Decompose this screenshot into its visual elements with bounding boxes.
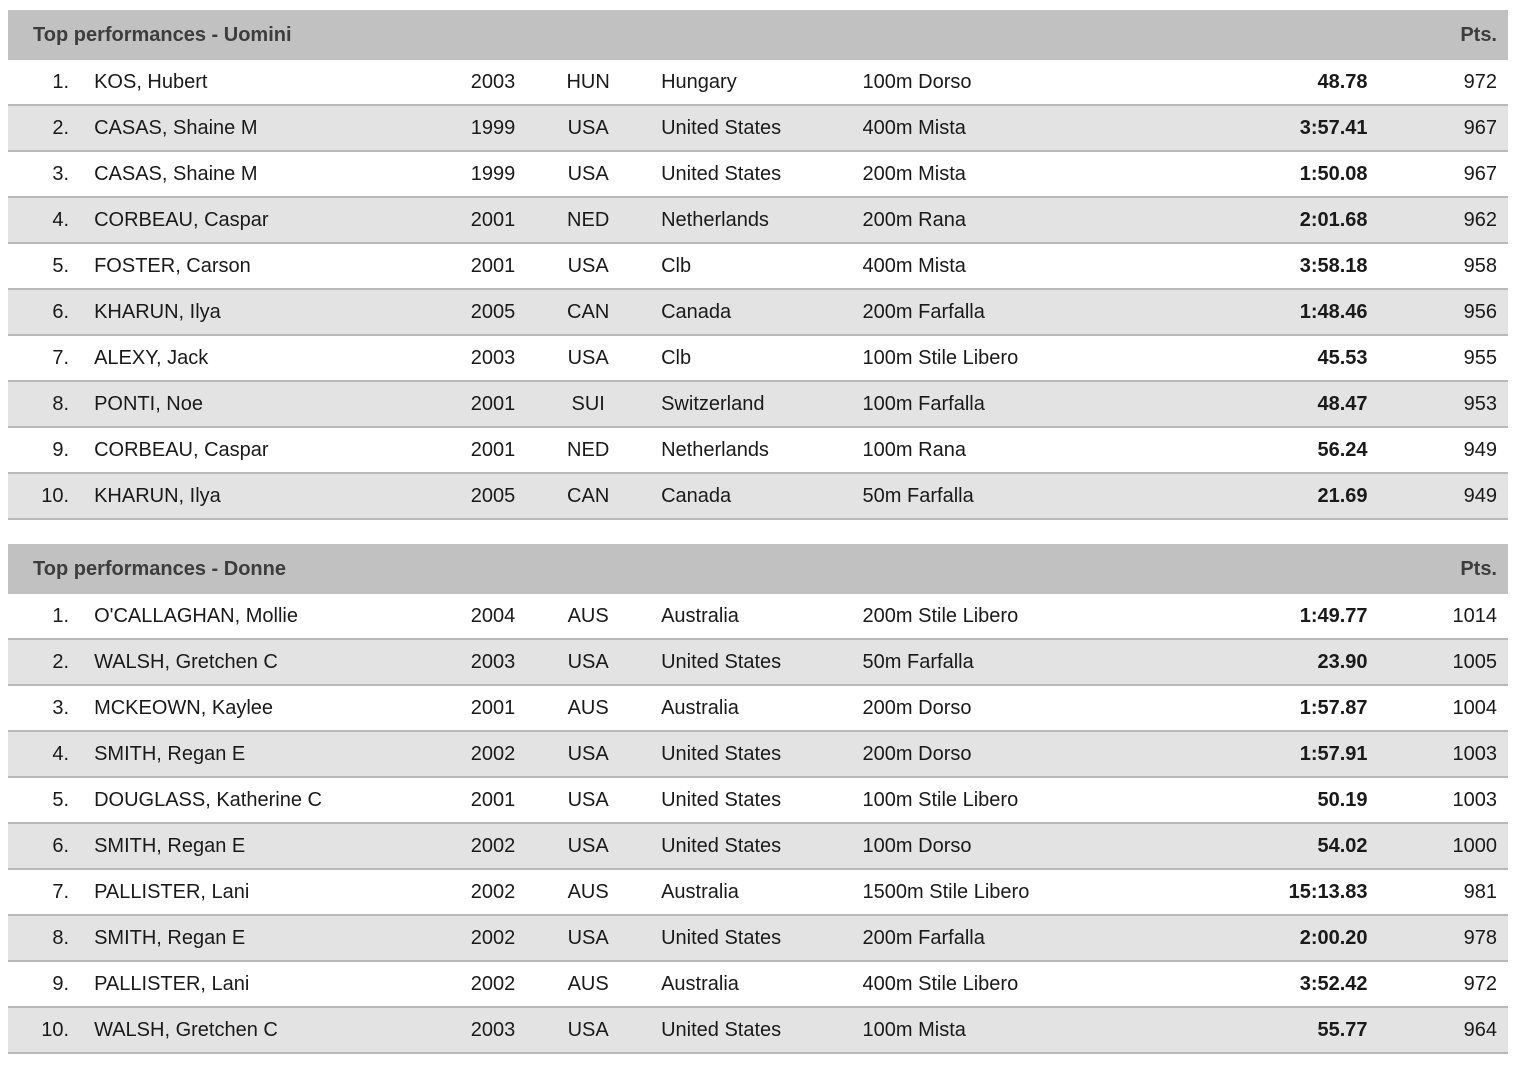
table-row[interactable] bbox=[8, 686, 1508, 732]
nation-code-cell: USA bbox=[567, 834, 609, 857]
event-cell: 400m Mista bbox=[862, 116, 966, 139]
nation-code-cell: USA bbox=[567, 650, 609, 673]
event-cell: 200m Mista bbox=[862, 162, 966, 185]
athlete-name-cell: SMITH, Regan E bbox=[94, 742, 246, 765]
country-cell: United States bbox=[661, 926, 782, 949]
athlete-name-cell: PALLISTER, Lani bbox=[94, 880, 250, 903]
birth-year-cell: 2002 bbox=[470, 742, 516, 765]
event-cell: 100m Stile Libero bbox=[862, 346, 1019, 369]
nation-code-cell: USA bbox=[567, 116, 609, 139]
athlete-name-cell: CORBEAU, Caspar bbox=[94, 438, 269, 461]
event-cell: 200m Stile Libero bbox=[862, 604, 1019, 627]
points-cell: 949 bbox=[1463, 484, 1497, 507]
time-cell: 2:00.20 bbox=[1299, 926, 1368, 949]
nation-code-cell: AUS bbox=[567, 880, 609, 903]
athlete-name-cell: CORBEAU, Caspar bbox=[94, 208, 269, 231]
points-cell: 1000 bbox=[1452, 834, 1497, 857]
athlete-name-cell: SMITH, Regan E bbox=[94, 926, 246, 949]
nation-code-cell: AUS bbox=[567, 604, 609, 627]
table-row[interactable] bbox=[8, 474, 1508, 520]
event-cell: 200m Farfalla bbox=[862, 926, 985, 949]
points-cell: 956 bbox=[1463, 300, 1497, 323]
country-cell: Australia bbox=[661, 972, 739, 995]
birth-year-cell: 2003 bbox=[470, 70, 516, 93]
birth-year-cell: 1999 bbox=[470, 162, 516, 185]
nation-code-cell: CAN bbox=[567, 484, 610, 507]
event-cell: 200m Farfalla bbox=[862, 300, 985, 323]
athlete-name-cell: KOS, Hubert bbox=[94, 70, 208, 93]
points-cell: 962 bbox=[1463, 208, 1497, 231]
event-cell: 200m Dorso bbox=[862, 696, 972, 719]
time-cell: 48.47 bbox=[1317, 392, 1368, 415]
birth-year-cell: 2001 bbox=[470, 696, 516, 719]
points-cell: 1003 bbox=[1452, 788, 1497, 811]
country-cell: Clb bbox=[661, 254, 692, 277]
athlete-name-cell: ALEXY, Jack bbox=[94, 346, 209, 369]
country-cell: Clb bbox=[661, 346, 692, 369]
athlete-name-cell: KHARUN, Ilya bbox=[94, 300, 221, 323]
event-cell: 200m Rana bbox=[862, 208, 966, 231]
points-cell: 967 bbox=[1463, 162, 1497, 185]
table-title-donne: Top performances - Donne bbox=[33, 557, 286, 580]
birth-year-cell: 2001 bbox=[470, 254, 516, 277]
country-cell: Australia bbox=[661, 696, 739, 719]
country-cell: Hungary bbox=[661, 70, 737, 93]
pts-column-header: Pts. bbox=[1460, 23, 1497, 46]
rank-cell: 1. bbox=[52, 70, 70, 93]
time-cell: 56.24 bbox=[1317, 438, 1368, 461]
birth-year-cell: 1999 bbox=[470, 116, 516, 139]
event-cell: 100m Rana bbox=[862, 438, 966, 461]
time-cell: 15:13.83 bbox=[1288, 880, 1368, 903]
table-row[interactable] bbox=[8, 1008, 1508, 1054]
birth-year-cell: 2001 bbox=[470, 392, 516, 415]
points-cell: 964 bbox=[1463, 1018, 1497, 1041]
table-row[interactable] bbox=[8, 824, 1508, 870]
time-cell: 3:58.18 bbox=[1299, 254, 1368, 277]
athlete-name-cell: PONTI, Noe bbox=[94, 392, 203, 415]
time-cell: 55.77 bbox=[1317, 1018, 1368, 1041]
event-cell: 400m Mista bbox=[862, 254, 966, 277]
time-cell: 21.69 bbox=[1317, 484, 1368, 507]
time-cell: 48.78 bbox=[1317, 70, 1368, 93]
country-cell: Canada bbox=[661, 300, 732, 323]
birth-year-cell: 2002 bbox=[470, 880, 516, 903]
nation-code-cell: AUS bbox=[567, 972, 609, 995]
table-row[interactable] bbox=[8, 870, 1508, 916]
nation-code-cell: USA bbox=[567, 742, 609, 765]
country-cell: Australia bbox=[661, 880, 739, 903]
table-row[interactable] bbox=[8, 244, 1508, 290]
athlete-name-cell: MCKEOWN, Kaylee bbox=[94, 696, 274, 719]
country-cell: United States bbox=[661, 788, 782, 811]
birth-year-cell: 2001 bbox=[470, 208, 516, 231]
table-rows-donne bbox=[8, 594, 1508, 1054]
rank-cell: 4. bbox=[52, 208, 70, 231]
time-cell: 50.19 bbox=[1317, 788, 1368, 811]
birth-year-cell: 2004 bbox=[470, 604, 516, 627]
points-cell: 955 bbox=[1463, 346, 1497, 369]
table-row[interactable] bbox=[8, 198, 1508, 244]
country-cell: Netherlands bbox=[661, 208, 769, 231]
nation-code-cell: NED bbox=[567, 438, 610, 461]
time-cell: 3:57.41 bbox=[1299, 116, 1368, 139]
rank-cell: 5. bbox=[52, 254, 70, 277]
time-cell: 54.02 bbox=[1317, 834, 1368, 857]
athlete-name-cell: WALSH, Gretchen C bbox=[94, 650, 278, 673]
birth-year-cell: 2005 bbox=[470, 300, 516, 323]
points-cell: 972 bbox=[1463, 70, 1497, 93]
country-cell: United States bbox=[661, 834, 782, 857]
time-cell: 1:49.77 bbox=[1299, 604, 1368, 627]
birth-year-cell: 2003 bbox=[470, 346, 516, 369]
table-title-uomini: Top performances - Uomini bbox=[33, 23, 292, 46]
rank-cell: 7. bbox=[52, 346, 70, 369]
athlete-name-cell: FOSTER, Carson bbox=[94, 254, 251, 277]
event-cell: 100m Stile Libero bbox=[862, 788, 1019, 811]
rank-cell: 2. bbox=[52, 116, 70, 139]
rank-cell: 7. bbox=[52, 880, 70, 903]
rank-cell: 10. bbox=[41, 484, 70, 507]
rank-cell: 8. bbox=[52, 392, 70, 415]
nation-code-cell: USA bbox=[567, 788, 609, 811]
athlete-name-cell: WALSH, Gretchen C bbox=[94, 1018, 278, 1041]
athlete-name-cell: O'CALLAGHAN, Mollie bbox=[94, 604, 298, 627]
event-cell: 1500m Stile Libero bbox=[862, 880, 1030, 903]
pts-column-header: Pts. bbox=[1460, 557, 1497, 580]
country-cell: United States bbox=[661, 1018, 782, 1041]
table-row[interactable] bbox=[8, 594, 1508, 640]
points-cell: 981 bbox=[1463, 880, 1497, 903]
table-header-donne bbox=[8, 544, 1508, 594]
time-cell: 1:50.08 bbox=[1299, 162, 1368, 185]
points-cell: 1003 bbox=[1452, 742, 1497, 765]
table-row[interactable] bbox=[8, 60, 1508, 106]
country-cell: United States bbox=[661, 162, 782, 185]
points-cell: 967 bbox=[1463, 116, 1497, 139]
time-cell: 3:52.42 bbox=[1299, 972, 1368, 995]
country-cell: Netherlands bbox=[661, 438, 769, 461]
country-cell: United States bbox=[661, 742, 782, 765]
event-cell: 100m Farfalla bbox=[862, 392, 985, 415]
nation-code-cell: USA bbox=[567, 1018, 609, 1041]
points-cell: 1004 bbox=[1452, 696, 1497, 719]
time-cell: 1:48.46 bbox=[1299, 300, 1368, 323]
event-cell: 200m Dorso bbox=[862, 742, 972, 765]
rank-cell: 9. bbox=[52, 972, 70, 995]
nation-code-cell: USA bbox=[567, 162, 609, 185]
table-row[interactable] bbox=[8, 290, 1508, 336]
points-cell: 949 bbox=[1463, 438, 1497, 461]
table-rows-uomini bbox=[8, 60, 1508, 520]
table-row[interactable] bbox=[8, 962, 1508, 1008]
table-row[interactable] bbox=[8, 336, 1508, 382]
event-cell: 400m Stile Libero bbox=[862, 972, 1019, 995]
event-cell: 100m Dorso bbox=[862, 834, 972, 857]
table-row[interactable] bbox=[8, 106, 1508, 152]
nation-code-cell: SUI bbox=[571, 392, 605, 415]
birth-year-cell: 2001 bbox=[470, 788, 516, 811]
birth-year-cell: 2003 bbox=[470, 650, 516, 673]
points-cell: 978 bbox=[1463, 926, 1497, 949]
rank-cell: 3. bbox=[52, 696, 70, 719]
time-cell: 1:57.91 bbox=[1299, 742, 1368, 765]
athlete-name-cell: SMITH, Regan E bbox=[94, 834, 246, 857]
birth-year-cell: 2005 bbox=[470, 484, 516, 507]
nation-code-cell: USA bbox=[567, 346, 609, 369]
table-row[interactable] bbox=[8, 382, 1508, 428]
rank-cell: 6. bbox=[52, 300, 70, 323]
athlete-name-cell: KHARUN, Ilya bbox=[94, 484, 221, 507]
time-cell: 2:01.68 bbox=[1299, 208, 1368, 231]
points-cell: 1014 bbox=[1452, 604, 1497, 627]
table-row[interactable] bbox=[8, 428, 1508, 474]
birth-year-cell: 2003 bbox=[470, 1018, 516, 1041]
nation-code-cell: NED bbox=[567, 208, 610, 231]
birth-year-cell: 2002 bbox=[470, 834, 516, 857]
rank-cell: 10. bbox=[41, 1018, 70, 1041]
nation-code-cell: AUS bbox=[567, 696, 609, 719]
top-performances-women-table bbox=[8, 544, 1508, 1054]
athlete-name-cell: CASAS, Shaine M bbox=[94, 162, 258, 185]
rank-cell: 4. bbox=[52, 742, 70, 765]
table-row[interactable] bbox=[8, 152, 1508, 198]
table-row[interactable] bbox=[8, 640, 1508, 686]
rank-cell: 3. bbox=[52, 162, 70, 185]
top-performances-men-table bbox=[8, 10, 1508, 520]
time-cell: 1:57.87 bbox=[1299, 696, 1368, 719]
rank-cell: 6. bbox=[52, 834, 70, 857]
birth-year-cell: 2001 bbox=[470, 438, 516, 461]
athlete-name-cell: CASAS, Shaine M bbox=[94, 116, 258, 139]
rank-cell: 2. bbox=[52, 650, 70, 673]
athlete-name-cell: DOUGLASS, Katherine C bbox=[94, 788, 322, 811]
table-row[interactable] bbox=[8, 778, 1508, 824]
points-cell: 958 bbox=[1463, 254, 1497, 277]
nation-code-cell: HUN bbox=[566, 70, 610, 93]
event-cell: 50m Farfalla bbox=[862, 650, 974, 673]
country-cell: Switzerland bbox=[661, 392, 765, 415]
points-cell: 1005 bbox=[1452, 650, 1497, 673]
rank-cell: 9. bbox=[52, 438, 70, 461]
time-cell: 45.53 bbox=[1317, 346, 1368, 369]
event-cell: 100m Dorso bbox=[862, 70, 972, 93]
country-cell: Canada bbox=[661, 484, 732, 507]
rank-cell: 5. bbox=[52, 788, 70, 811]
nation-code-cell: CAN bbox=[567, 300, 610, 323]
rank-cell: 1. bbox=[52, 604, 70, 627]
birth-year-cell: 2002 bbox=[470, 926, 516, 949]
nation-code-cell: USA bbox=[567, 926, 609, 949]
rank-cell: 8. bbox=[52, 926, 70, 949]
points-cell: 972 bbox=[1463, 972, 1497, 995]
time-cell: 23.90 bbox=[1317, 650, 1368, 673]
points-cell: 953 bbox=[1463, 392, 1497, 415]
country-cell: Australia bbox=[661, 604, 739, 627]
event-cell: 50m Farfalla bbox=[862, 484, 974, 507]
country-cell: United States bbox=[661, 650, 782, 673]
athlete-name-cell: PALLISTER, Lani bbox=[94, 972, 250, 995]
event-cell: 100m Mista bbox=[862, 1018, 966, 1041]
table-row[interactable] bbox=[8, 916, 1508, 962]
country-cell: United States bbox=[661, 116, 782, 139]
table-row[interactable] bbox=[8, 732, 1508, 778]
table-header-uomini bbox=[8, 10, 1508, 60]
nation-code-cell: USA bbox=[567, 254, 609, 277]
birth-year-cell: 2002 bbox=[470, 972, 516, 995]
